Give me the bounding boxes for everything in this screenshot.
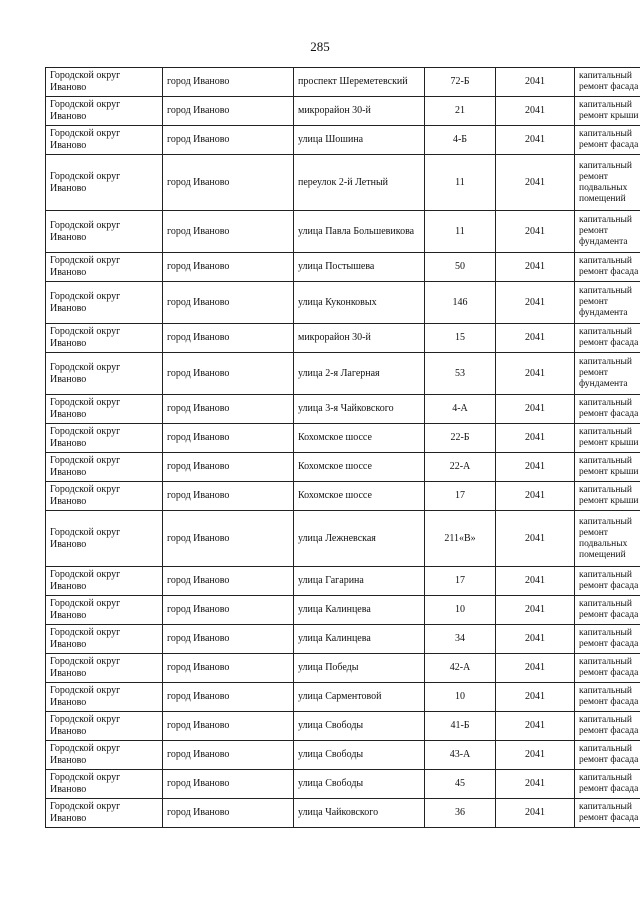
work-type-cell: капитальный ремонт крыши bbox=[575, 482, 640, 511]
district-cell: Городской округ Иваново bbox=[46, 324, 163, 353]
city-cell: город Иваново bbox=[163, 126, 294, 155]
district-cell: Городской округ Иваново bbox=[46, 712, 163, 741]
work-type-cell: капитальный ремонт фасада bbox=[575, 126, 640, 155]
district-cell: Городской округ Иваново bbox=[46, 282, 163, 324]
table-row bbox=[46, 683, 640, 712]
city-cell: город Иваново bbox=[163, 97, 294, 126]
district-cell: Городской округ Иваново bbox=[46, 424, 163, 453]
house-number-cell: 41-Б bbox=[425, 712, 496, 741]
year-cell: 2041 bbox=[496, 654, 575, 683]
street-cell: проспект Шереметевский bbox=[294, 68, 425, 97]
table-row bbox=[46, 395, 640, 424]
street-cell: улица Свободы bbox=[294, 770, 425, 799]
street-cell: улица Постышева bbox=[294, 253, 425, 282]
house-number-cell: 146 bbox=[425, 282, 496, 324]
street-cell: улица Калинцева bbox=[294, 625, 425, 654]
work-type-cell: капитальный ремонт фундамента bbox=[575, 211, 640, 253]
house-number-cell: 17 bbox=[425, 567, 496, 596]
house-number-cell: 11 bbox=[425, 211, 496, 253]
work-type-cell: капитальный ремонт фасада bbox=[575, 683, 640, 712]
year-cell: 2041 bbox=[496, 741, 575, 770]
house-number-cell: 4-А bbox=[425, 395, 496, 424]
year-cell: 2041 bbox=[496, 395, 575, 424]
district-cell: Городской округ Иваново bbox=[46, 126, 163, 155]
street-cell: улица Победы bbox=[294, 654, 425, 683]
repair-schedule-table bbox=[45, 67, 640, 828]
district-cell: Городской округ Иваново bbox=[46, 97, 163, 126]
district-cell: Городской округ Иваново bbox=[46, 683, 163, 712]
house-number-cell: 17 bbox=[425, 482, 496, 511]
house-number-cell: 22-А bbox=[425, 453, 496, 482]
table-row bbox=[46, 68, 640, 97]
year-cell: 2041 bbox=[496, 511, 575, 567]
table-row bbox=[46, 453, 640, 482]
year-cell: 2041 bbox=[496, 683, 575, 712]
table-row bbox=[46, 596, 640, 625]
city-cell: город Иваново bbox=[163, 424, 294, 453]
house-number-cell: 211«В» bbox=[425, 511, 496, 567]
year-cell: 2041 bbox=[496, 282, 575, 324]
district-cell: Городской округ Иваново bbox=[46, 68, 163, 97]
table-body bbox=[46, 68, 640, 828]
house-number-cell: 11 bbox=[425, 155, 496, 211]
work-type-cell: капитальный ремонт фасада bbox=[575, 625, 640, 654]
house-number-cell: 10 bbox=[425, 683, 496, 712]
table-row bbox=[46, 126, 640, 155]
street-cell: Кохомское шоссе bbox=[294, 424, 425, 453]
house-number-cell: 21 bbox=[425, 97, 496, 126]
table-row bbox=[46, 324, 640, 353]
work-type-cell: капитальный ремонт фасада bbox=[575, 712, 640, 741]
work-type-cell: капитальный ремонт фасада bbox=[575, 324, 640, 353]
year-cell: 2041 bbox=[496, 324, 575, 353]
city-cell: город Иваново bbox=[163, 683, 294, 712]
work-type-cell: капитальный ремонт фасада bbox=[575, 741, 640, 770]
district-cell: Городской округ Иваново bbox=[46, 596, 163, 625]
work-type-cell: капитальный ремонт крыши bbox=[575, 424, 640, 453]
city-cell: город Иваново bbox=[163, 511, 294, 567]
work-type-cell: капитальный ремонт крыши bbox=[575, 453, 640, 482]
city-cell: город Иваново bbox=[163, 211, 294, 253]
year-cell: 2041 bbox=[496, 596, 575, 625]
work-type-cell: капитальный ремонт фасада bbox=[575, 770, 640, 799]
city-cell: город Иваново bbox=[163, 712, 294, 741]
house-number-cell: 43-А bbox=[425, 741, 496, 770]
work-type-cell: капитальный ремонт фундамента bbox=[575, 353, 640, 395]
year-cell: 2041 bbox=[496, 155, 575, 211]
district-cell: Городской округ Иваново bbox=[46, 741, 163, 770]
district-cell: Городской округ Иваново bbox=[46, 625, 163, 654]
city-cell: город Иваново bbox=[163, 482, 294, 511]
city-cell: город Иваново bbox=[163, 741, 294, 770]
street-cell: улица 2-я Лагерная bbox=[294, 353, 425, 395]
work-type-cell: капитальный ремонт фасада bbox=[575, 596, 640, 625]
year-cell: 2041 bbox=[496, 625, 575, 654]
house-number-cell: 15 bbox=[425, 324, 496, 353]
table-row bbox=[46, 282, 640, 324]
house-number-cell: 10 bbox=[425, 596, 496, 625]
work-type-cell: капитальный ремонт фундамента bbox=[575, 282, 640, 324]
street-cell: улица 3-я Чайковского bbox=[294, 395, 425, 424]
house-number-cell: 42-А bbox=[425, 654, 496, 683]
city-cell: город Иваново bbox=[163, 68, 294, 97]
street-cell: улица Чайковского bbox=[294, 799, 425, 828]
city-cell: город Иваново bbox=[163, 155, 294, 211]
table-row bbox=[46, 424, 640, 453]
street-cell: переулок 2-й Летный bbox=[294, 155, 425, 211]
table-row bbox=[46, 741, 640, 770]
street-cell: улица Куконковых bbox=[294, 282, 425, 324]
table-row bbox=[46, 654, 640, 683]
district-cell: Городской округ Иваново bbox=[46, 482, 163, 511]
district-cell: Городской округ Иваново bbox=[46, 654, 163, 683]
house-number-cell: 4-Б bbox=[425, 126, 496, 155]
city-cell: город Иваново bbox=[163, 353, 294, 395]
work-type-cell: капитальный ремонт фасада bbox=[575, 799, 640, 828]
table-row bbox=[46, 155, 640, 211]
city-cell: город Иваново bbox=[163, 770, 294, 799]
city-cell: город Иваново bbox=[163, 395, 294, 424]
district-cell: Городской округ Иваново bbox=[46, 395, 163, 424]
table-row bbox=[46, 211, 640, 253]
house-number-cell: 36 bbox=[425, 799, 496, 828]
city-cell: город Иваново bbox=[163, 453, 294, 482]
district-cell: Городской округ Иваново bbox=[46, 511, 163, 567]
page-number: 285 bbox=[310, 39, 330, 54]
year-cell: 2041 bbox=[496, 353, 575, 395]
house-number-cell: 72-Б bbox=[425, 68, 496, 97]
city-cell: город Иваново bbox=[163, 596, 294, 625]
year-cell: 2041 bbox=[496, 712, 575, 741]
year-cell: 2041 bbox=[496, 770, 575, 799]
work-type-cell: капитальный ремонт фасада bbox=[575, 567, 640, 596]
work-type-cell: капитальный ремонт подвальных помещений bbox=[575, 155, 640, 211]
year-cell: 2041 bbox=[496, 424, 575, 453]
district-cell: Городской округ Иваново bbox=[46, 155, 163, 211]
year-cell: 2041 bbox=[496, 253, 575, 282]
house-number-cell: 50 bbox=[425, 253, 496, 282]
table-row bbox=[46, 567, 640, 596]
house-number-cell: 22-Б bbox=[425, 424, 496, 453]
year-cell: 2041 bbox=[496, 799, 575, 828]
year-cell: 2041 bbox=[496, 97, 575, 126]
city-cell: город Иваново bbox=[163, 253, 294, 282]
work-type-cell: капитальный ремонт фасада bbox=[575, 253, 640, 282]
street-cell: Кохомское шоссе bbox=[294, 482, 425, 511]
table-row bbox=[46, 253, 640, 282]
work-type-cell: капитальный ремонт фасада bbox=[575, 68, 640, 97]
table-row bbox=[46, 97, 640, 126]
city-cell: город Иваново bbox=[163, 654, 294, 683]
street-cell: улица Калинцева bbox=[294, 596, 425, 625]
table-row bbox=[46, 482, 640, 511]
district-cell: Городской округ Иваново bbox=[46, 353, 163, 395]
table-row bbox=[46, 511, 640, 567]
house-number-cell: 53 bbox=[425, 353, 496, 395]
house-number-cell: 34 bbox=[425, 625, 496, 654]
street-cell: улица Павла Большевикова bbox=[294, 211, 425, 253]
house-number-cell: 45 bbox=[425, 770, 496, 799]
work-type-cell: капитальный ремонт фасада bbox=[575, 395, 640, 424]
street-cell: улица Свободы bbox=[294, 741, 425, 770]
year-cell: 2041 bbox=[496, 126, 575, 155]
year-cell: 2041 bbox=[496, 482, 575, 511]
street-cell: улица Сарментовой bbox=[294, 683, 425, 712]
year-cell: 2041 bbox=[496, 567, 575, 596]
table-row bbox=[46, 770, 640, 799]
city-cell: город Иваново bbox=[163, 799, 294, 828]
district-cell: Городской округ Иваново bbox=[46, 253, 163, 282]
table-row bbox=[46, 625, 640, 654]
district-cell: Городской округ Иваново bbox=[46, 770, 163, 799]
street-cell: Кохомское шоссе bbox=[294, 453, 425, 482]
year-cell: 2041 bbox=[496, 211, 575, 253]
district-cell: Городской округ Иваново bbox=[46, 211, 163, 253]
work-type-cell: капитальный ремонт крыши bbox=[575, 97, 640, 126]
street-cell: улица Гагарина bbox=[294, 567, 425, 596]
street-cell: улица Свободы bbox=[294, 712, 425, 741]
street-cell: улица Шошина bbox=[294, 126, 425, 155]
city-cell: город Иваново bbox=[163, 324, 294, 353]
district-cell: Городской округ Иваново bbox=[46, 567, 163, 596]
table-row bbox=[46, 799, 640, 828]
table-row bbox=[46, 712, 640, 741]
city-cell: город Иваново bbox=[163, 567, 294, 596]
year-cell: 2041 bbox=[496, 68, 575, 97]
city-cell: город Иваново bbox=[163, 625, 294, 654]
street-cell: микрорайон 30-й bbox=[294, 324, 425, 353]
district-cell: Городской округ Иваново bbox=[46, 453, 163, 482]
district-cell: Городской округ Иваново bbox=[46, 799, 163, 828]
work-type-cell: капитальный ремонт подвальных помещений bbox=[575, 511, 640, 567]
work-type-cell: капитальный ремонт фасада bbox=[575, 654, 640, 683]
city-cell: город Иваново bbox=[163, 282, 294, 324]
street-cell: улица Лежневская bbox=[294, 511, 425, 567]
table-row bbox=[46, 353, 640, 395]
street-cell: микрорайон 30-й bbox=[294, 97, 425, 126]
year-cell: 2041 bbox=[496, 453, 575, 482]
